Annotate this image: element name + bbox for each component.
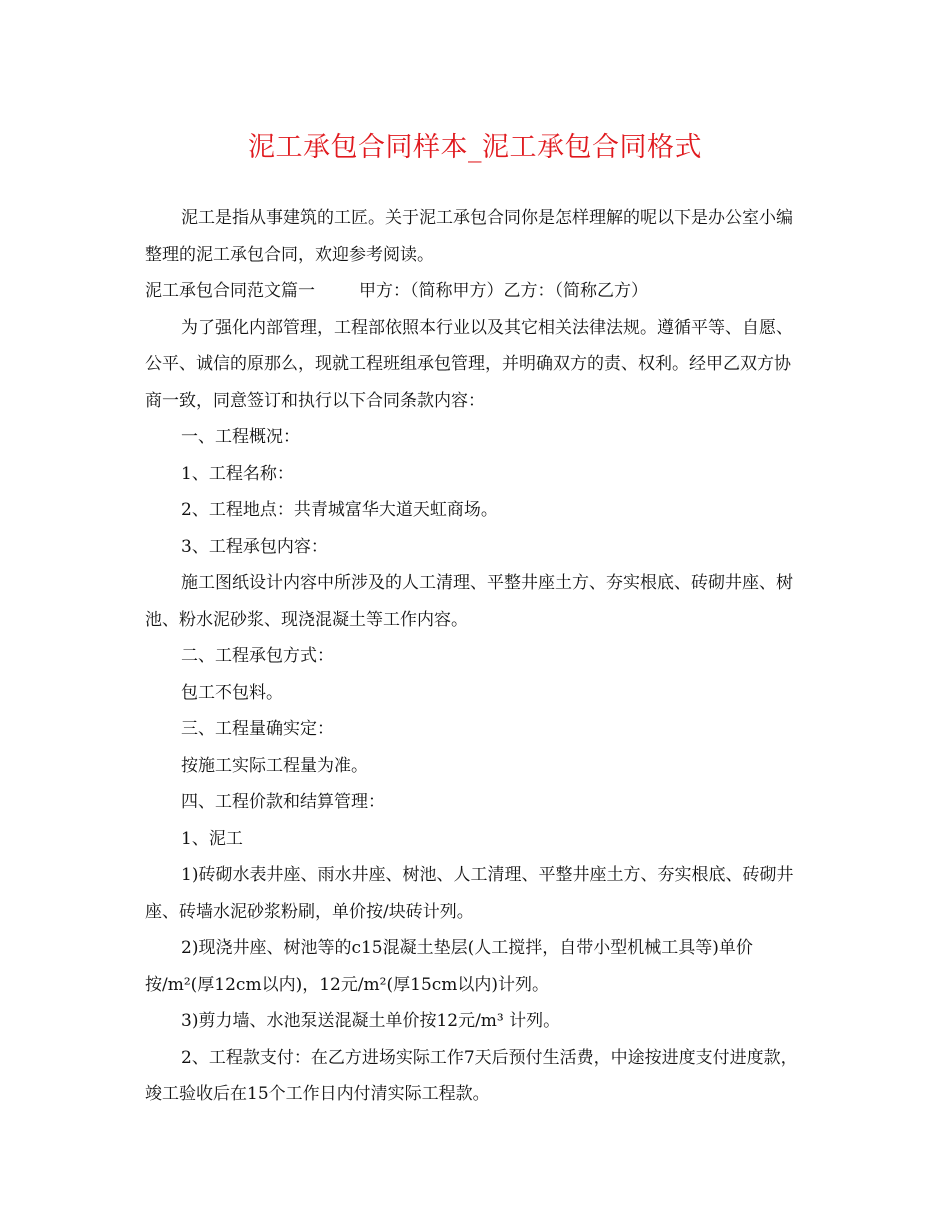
section-1-item-3: 3、工程承包内容： [181, 536, 328, 557]
section-4-item-2: 2、工程款支付：在乙方进场实际工作7天后预付生活费，中途按进度支付进度款，竣工验收后在15个工作日内付清实际工程款。 [145, 1047, 798, 1104]
section-1-title: 一、工程概况： [181, 427, 300, 447]
section-2-detail: 包工不包料。 [181, 682, 283, 703]
section-2-title: 二、工程承包方式： [181, 646, 334, 666]
section-4-item-1-b: 2)现浇井座、树池等的c15混凝土垫层(人工搅拌，自带小型机械工具等)单价按/m²(厚12cm以内)，12元/m²(厚15cm以内)计列。 [145, 938, 753, 995]
sample-heading-line [145, 273, 805, 310]
preamble-paragraph: 为了强化内部管理，工程部依照本行业以及其它相关法律法规。遵循平等、自愿、公平、诚信的原那么，现就工程班组承包管理，并明确双方的责、权利。经甲乙双方协商一致，同意签订和执行以下合同条款内容： [145, 317, 793, 411]
section-3-detail: 按施工实际工程量为准。 [181, 755, 368, 776]
section-3-title: 三、工程量确实定： [181, 719, 334, 739]
intro-paragraph: 泥工是指从事建筑的工匠。关于泥工承包合同你是怎样理解的呢以下是办公室小编整理的泥工承包合同，欢迎参考阅读。 [145, 208, 793, 265]
section-1-item-2: 2、工程地点：共青城富华大道天虹商场。 [181, 500, 498, 520]
document-body [145, 200, 805, 1113]
section-4-item-1-c: 3)剪力墙、水池泵送混凝土单价按12元/m³ 计列。 [181, 1011, 561, 1031]
section-4-title: 四、工程价款和结算管理： [181, 792, 385, 812]
parties-line: 甲方：（简称甲方）乙方：（简称乙方） [359, 281, 648, 301]
section-4-item-1-a: 1)砖砌水表井座、雨水井座、树池、人工清理、平整井座土方、夯实根底、砖砌井座、砖墙水泥砂浆粉刷，单价按/块砖计列。 [145, 865, 794, 922]
section-1-item-1: 1、工程名称： [181, 463, 294, 484]
sample-heading: 泥工承包合同范文篇一 [145, 281, 315, 301]
section-1-item-3-detail: 施工图纸设计内容中所涉及的人工清理、平整井座土方、夯实根底、砖砌井座、树池、粉水泥砂浆、现浇混凝土等工作内容。 [145, 573, 793, 630]
document-title: 泥工承包合同样本_泥工承包合同格式 [248, 132, 702, 163]
section-4-item-1: 1、泥工 [181, 828, 243, 849]
